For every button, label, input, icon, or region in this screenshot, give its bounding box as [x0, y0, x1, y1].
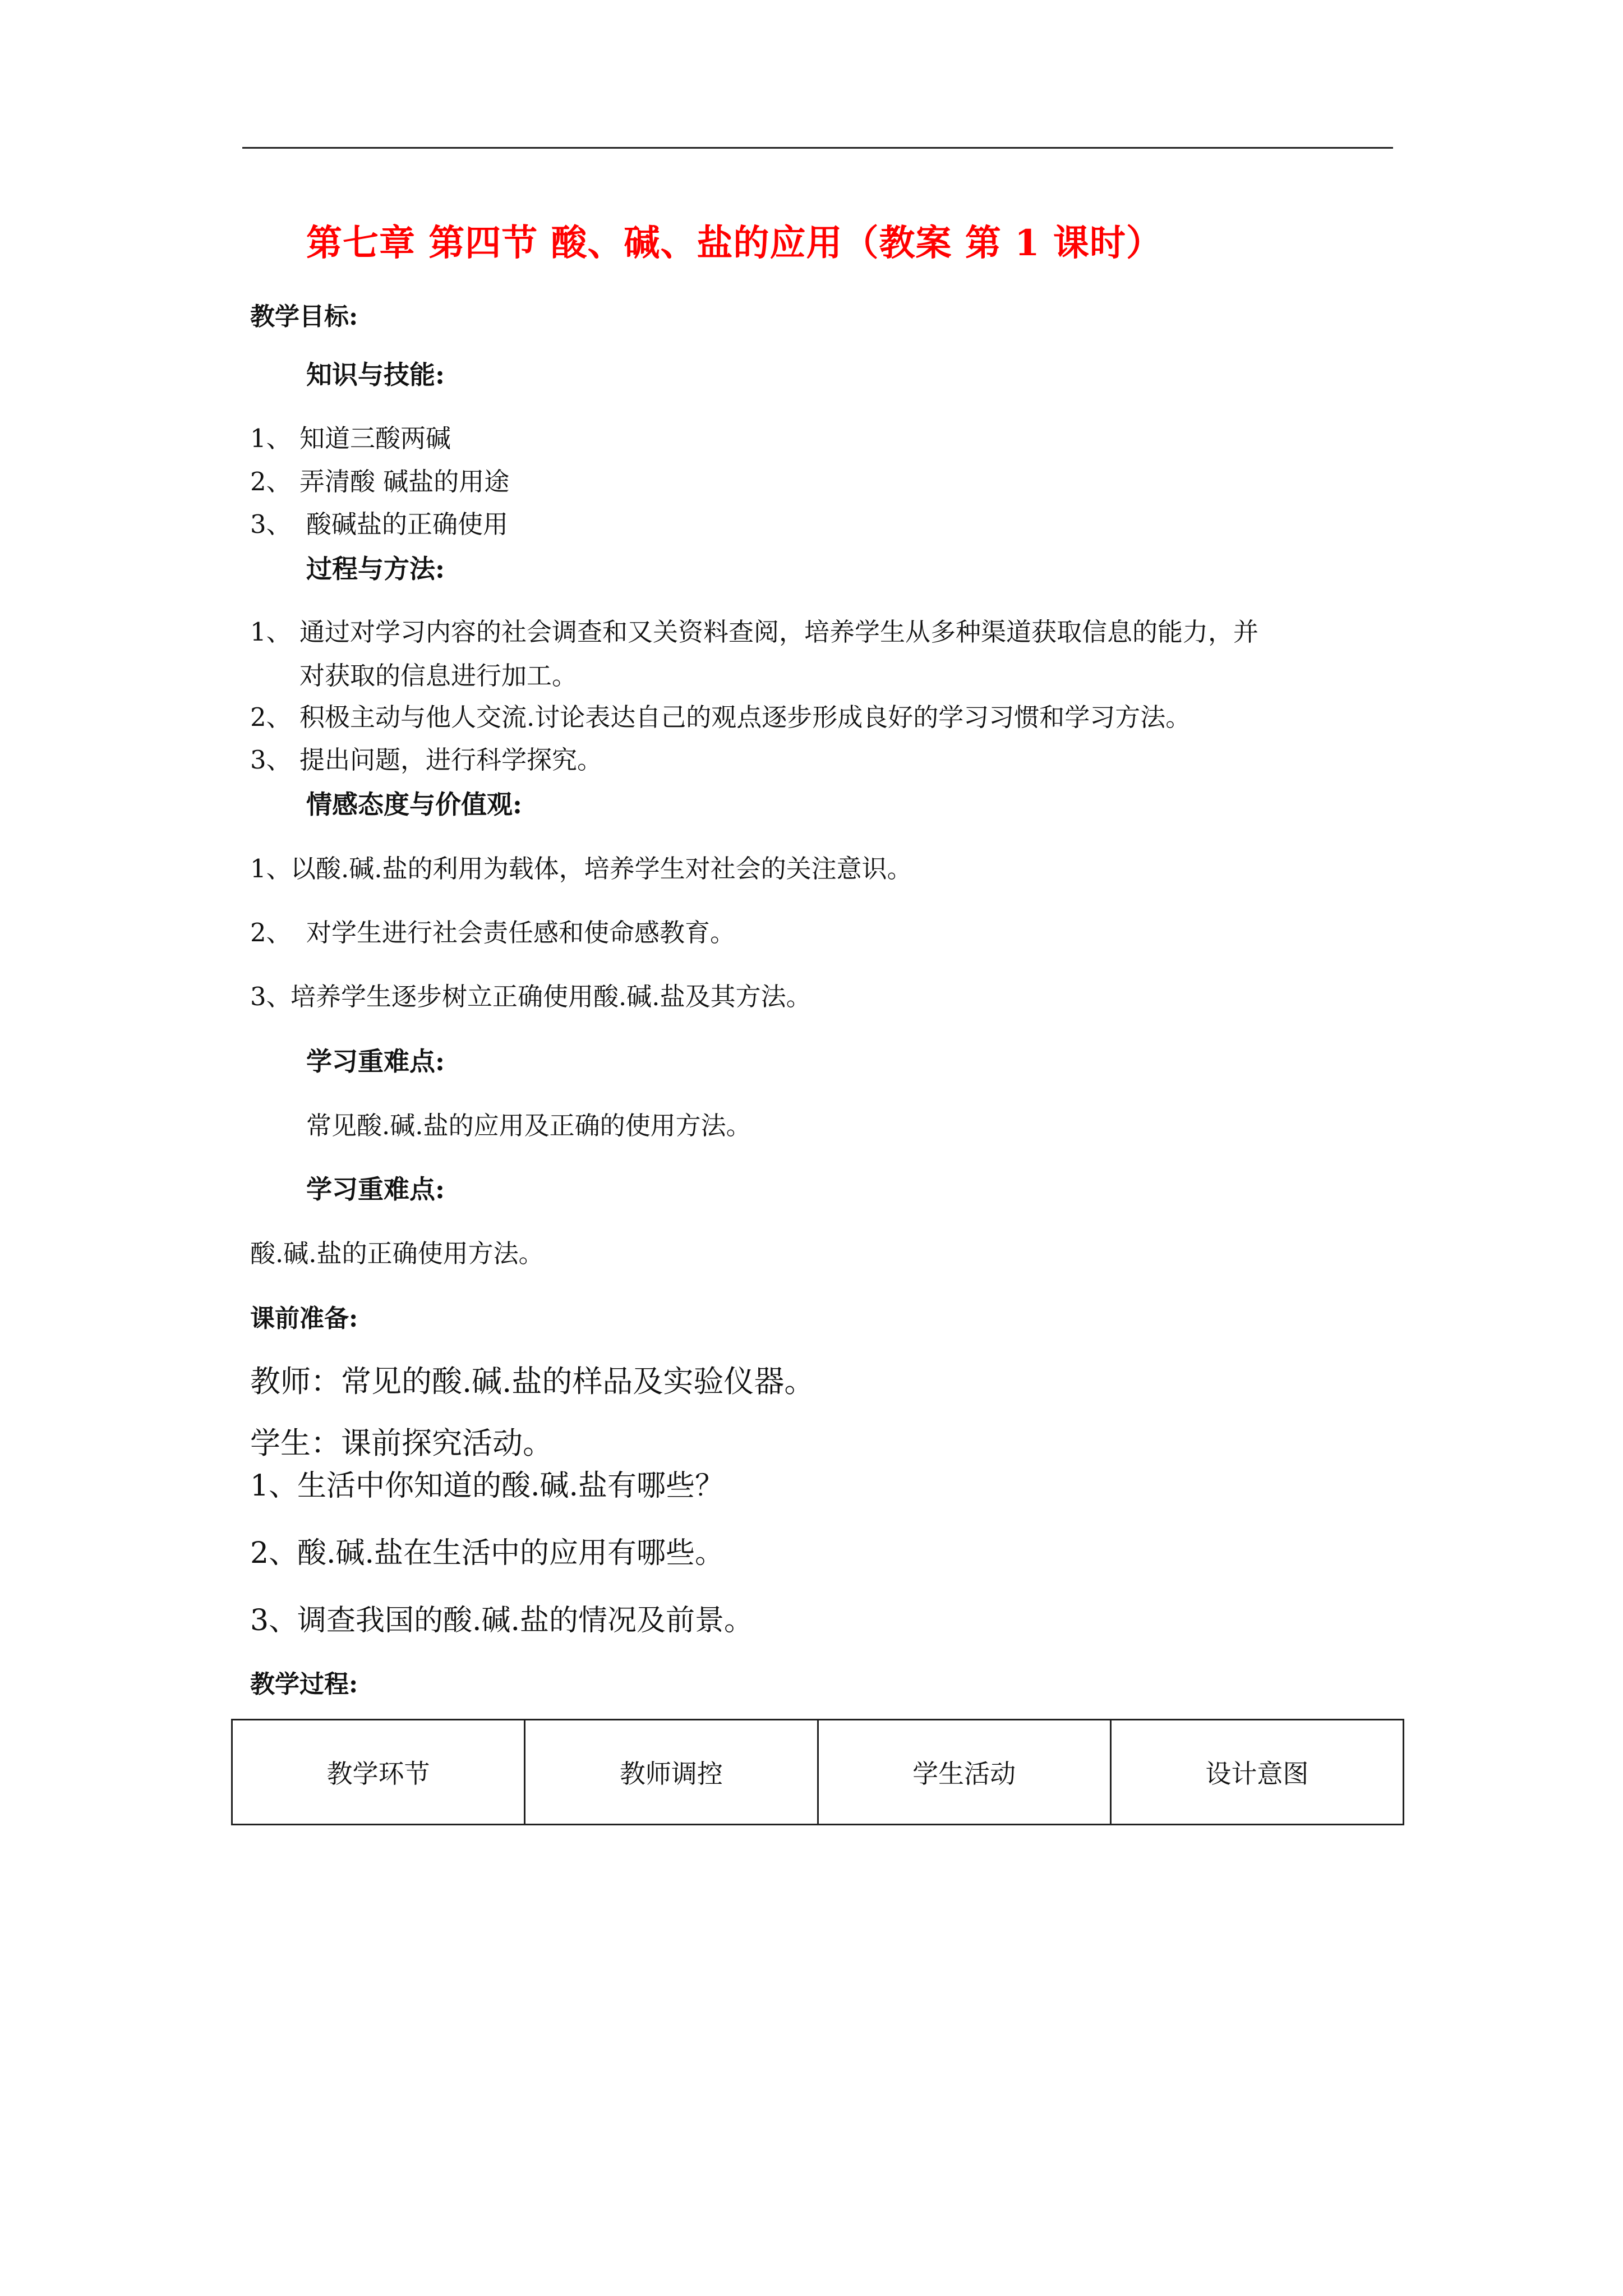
- page-title: 第七章 第四节 酸、碱、盐的应用（教案 第 1 课时）: [306, 222, 1163, 264]
- teacher-preparation: 教师：常见的酸.碱.盐的样品及实验仪器。: [250, 1364, 815, 1399]
- list-number: 3、: [250, 745, 292, 775]
- list-text-continued: 对获取的信息进行加工。: [299, 661, 578, 691]
- knowledge-skills-heading: 知识与技能:: [306, 360, 445, 390]
- difficult-points-text: 酸.碱.盐的正确使用方法。: [250, 1239, 544, 1268]
- list-text: 酸.碱.盐在生活中的应用有哪些。: [297, 1536, 725, 1570]
- table-header-cell: 学生活动: [819, 1720, 1112, 1824]
- list-number: 2、: [250, 467, 292, 496]
- teaching-process-table: [231, 1719, 1404, 1825]
- list-text: 积极主动与他人交流.讨论表达自己的观点逐步形成良好的学习习惯和学习方法。: [299, 702, 1191, 732]
- list-text: 知道三酸两碱: [299, 424, 451, 453]
- table-header-cell: 教师调控: [525, 1720, 818, 1824]
- list-text: 弄清酸 碱盐的用途: [299, 467, 510, 496]
- list-number: 1、: [250, 617, 292, 647]
- key-points-heading: 学习重难点:: [306, 1046, 445, 1076]
- list-text: 提出问题，进行科学探究。: [299, 745, 603, 775]
- key-points-text: 常见酸.碱.盐的应用及正确的使用方法。: [306, 1111, 751, 1140]
- list-number: 3、: [250, 509, 292, 539]
- list-number: 1、: [250, 854, 292, 884]
- process-heading: 教学过程:: [250, 1670, 358, 1699]
- emotion-values-heading: 情感态度与价值观:: [306, 789, 522, 820]
- list-text: 生活中你知道的酸.碱.盐有哪些？: [297, 1469, 725, 1503]
- list-number: 3、: [250, 1604, 298, 1637]
- process-method-heading: 过程与方法:: [306, 554, 445, 584]
- list-number: 2、: [250, 702, 292, 732]
- list-text: 对学生进行社会责任感和使命感教育。: [306, 918, 736, 947]
- list-text: 通过对学习内容的社会调查和又关资料查阅，培养学生从多种渠道获取信息的能力，并: [299, 617, 1259, 647]
- preparation-heading: 课前准备:: [250, 1304, 358, 1333]
- list-number: 3、: [250, 982, 292, 1011]
- list-number: 1、: [250, 1469, 298, 1503]
- difficult-points-heading: 学习重难点:: [306, 1174, 445, 1204]
- list-number: 2、: [250, 1536, 298, 1570]
- list-text: 调查我国的酸.碱.盐的情况及前景。: [297, 1604, 754, 1637]
- student-preparation: 学生：课前探究活动。: [250, 1425, 553, 1461]
- list-number: 1、: [250, 424, 292, 453]
- list-text: 培养学生逐步树立正确使用酸.碱.盐及其方法。: [291, 982, 811, 1011]
- teaching-goals-heading: 教学目标:: [250, 302, 358, 331]
- header-rule: [242, 147, 1393, 149]
- list-text: 酸碱盐的正确使用: [306, 509, 509, 539]
- list-number: 2、: [250, 918, 292, 947]
- table-header-cell: 教学环节: [233, 1720, 525, 1824]
- list-text: 以酸.碱.盐的利用为载体，培养学生对社会的关注意识。: [291, 854, 912, 884]
- table-header-cell: 设计意图: [1205, 1759, 1309, 1789]
